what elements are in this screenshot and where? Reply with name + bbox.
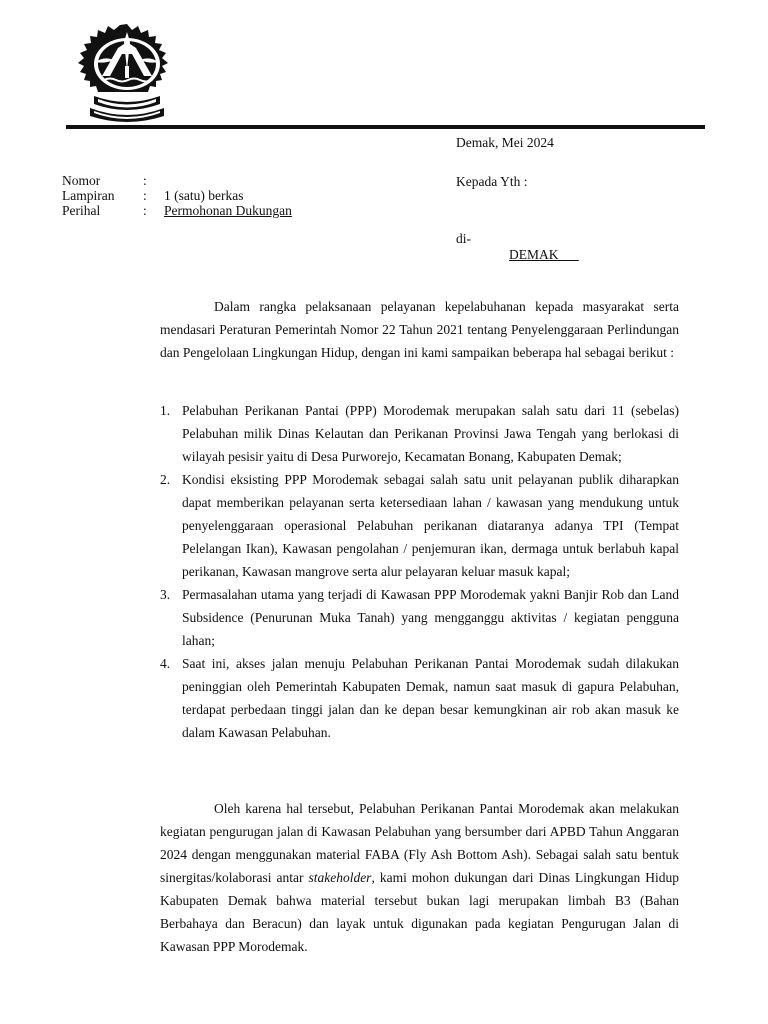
closing-text-part1: Oleh karena hal tersebut, Pelabuhan Perikanan Pantai Morodemak akan melakukan kegiatan pengurugan jalan di Kawasan Pelabuhan yang bersumber dari APBD Tahun Anggaran 2024 dengan menggunakan material FABA (Fly Ash Bottom Ash). Sebagai salah satu bentuk sinergitas/kolaborasi antar xyxy=(160,801,679,885)
recipient-label: Kepada Yth : xyxy=(456,174,528,189)
list-item-number: 4. xyxy=(160,656,171,671)
recipient-city: DEMAK xyxy=(509,247,579,262)
perihal-separator: : xyxy=(143,203,147,218)
list-item xyxy=(160,652,679,744)
closing-text-part2: , kami mohon dukungan dari Dinas Lingkungan Hidup Kabupaten Demak bahwa material tersebut bukan lagi merupakan limbah B3 (Bahan Berbahaya dan Beracun) dan layak untuk digunakan pada kegiatan Pengurugan Jalan di Kawasan PPP Morodemak. xyxy=(160,870,679,954)
list-item xyxy=(160,399,679,468)
nomor-label: Nomor xyxy=(62,173,101,188)
place-date: Demak, Mei 2024 xyxy=(456,135,554,150)
list-item xyxy=(160,468,679,583)
lampiran-separator: : xyxy=(143,188,147,203)
list-item-text: Saat ini, akses jalan menuju Pelabuhan Perikanan Pantai Morodemak sudah dilakukan peninggian oleh Pemerintah Kabupaten Demak, namun saat masuk di gapura Pelabuhan, terdapat perbedaan tinggi jalan dan ke depan besar kemungkinan air rob akan masuk ke dalam Kawasan Pelabuhan. xyxy=(182,656,679,740)
nomor-separator: : xyxy=(143,173,147,188)
list-item-number: 3. xyxy=(160,587,171,602)
di-label: di- xyxy=(456,231,471,246)
jawa-tengah-emblem-icon xyxy=(74,22,180,122)
lampiran-label: Lampiran xyxy=(62,188,115,203)
list-item-text: Pelabuhan Perikanan Pantai (PPP) Morodemak merupakan salah satu dari 11 (sebelas) Pelabuhan milik Dinas Kelautan dan Perikanan Provinsi Jawa Tengah yang berlokasi di wilayah pesisir yaitu di Desa Purworejo, Kecamatan Bonang, Kabupaten Demak; xyxy=(182,403,679,464)
header-rule xyxy=(66,125,705,129)
list-item-text: Permasalahan utama yang terjadi di Kawasan PPP Morodemak yakni Banjir Rob dan Land Subsidence (Penurunan Muka Tanah) yang mengganggu aktivitas / kegiatan pengguna lahan; xyxy=(182,587,679,648)
list-item-number: 2. xyxy=(160,472,171,487)
points-list xyxy=(160,399,679,744)
lampiran-value: 1 (satu) berkas xyxy=(164,188,244,203)
closing-italic-term: stakeholder xyxy=(308,870,372,885)
intro-paragraph: Dalam rangka pelaksanaan pelayanan kepelabuhanan kepada masyarakat serta mendasari Peraturan Pemerintah Nomor 22 Tahun 2021 tentang Penyelenggaraan Perlindungan dan Pengelolaan Lingkungan Hidup, dengan ini kami sampaikan beberapa hal sebagai berikut : xyxy=(160,299,679,360)
perihal-value: Permohonan Dukungan xyxy=(164,203,292,218)
list-item-text: Kondisi eksisting PPP Morodemak sebagai salah satu unit pelayanan publik diharapkan dapat memberikan pelayanan serta ketersediaan lahan / kawasan yang mendukung untuk penyelenggaraan operasional Pelabuhan perikanan diataranya adanya TPI (Tempat Pelelangan Ikan), Kawasan pengolahan / penjemuran ikan, dermaga untuk berlabuh kapal perikanan, Kawasan mangrove serta alur pelayaran keluar masuk kapal; xyxy=(182,472,679,579)
perihal-label: Perihal xyxy=(62,203,101,218)
closing-paragraph xyxy=(160,797,679,958)
list-item xyxy=(160,583,679,652)
list-item-number: 1. xyxy=(160,403,171,418)
